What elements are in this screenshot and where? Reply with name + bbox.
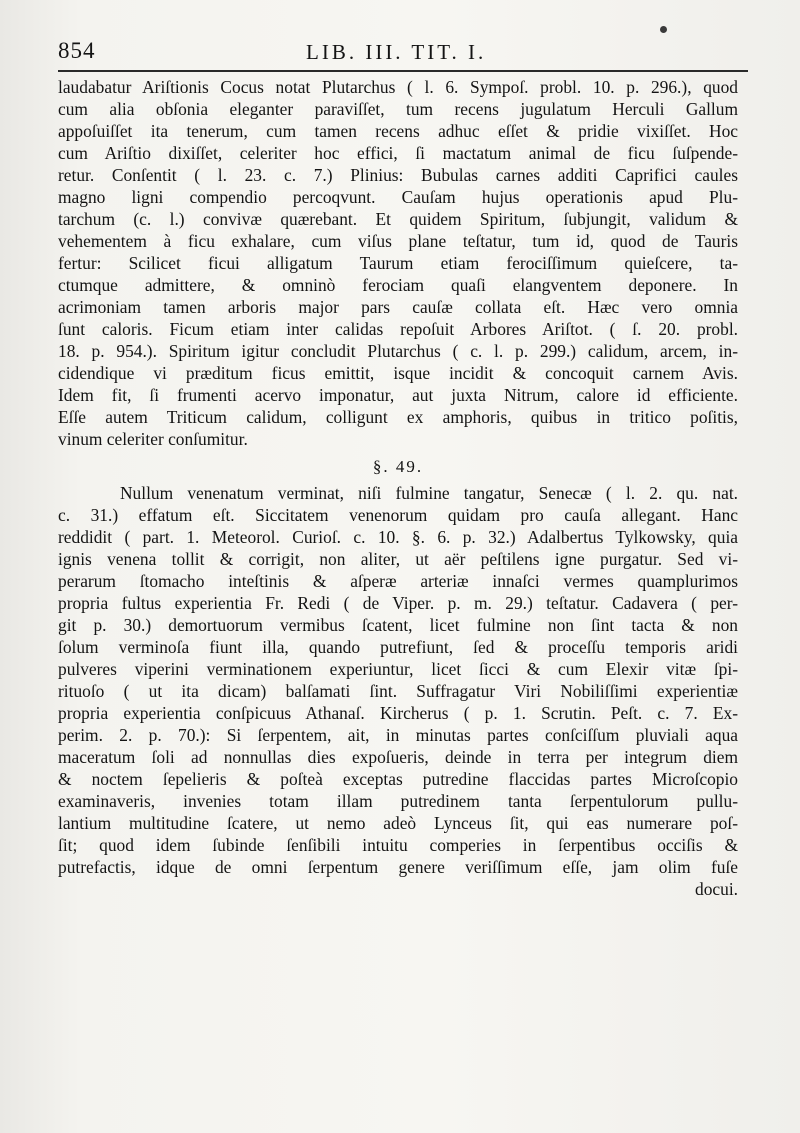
text-line: git p. 30.) demortuorum vermibus ſcatent, licet fulmine non ſint tacta & non [58, 615, 738, 635]
text-line: cidendique vi præditum ficus emittit, isque incidit & concoquit carnem Avis. [58, 363, 738, 383]
text-line: ctumque admittere, & omninò ferociam quaſi elangventem deponere. In [58, 275, 738, 295]
text-line: & noctem ſepelieris & poſteà exceptas putredine flaccidas partes Microſcopio [58, 769, 738, 789]
section-heading: §. 49. [372, 457, 424, 476]
text-line: reddidit ( part. 1. Meteorol. Curioſ. c. 10. §. 6. p. 32.) Adalbertus Tylkowsky, quia [58, 527, 738, 547]
text-line: laudabatur Ariſtionis Cocus notat Plutarchus ( l. 6. Sympoſ. probl. 10. p. 296.), quod [58, 77, 738, 97]
text-line: 18. p. 954.). Spiritum igitur concludit Plutarchus ( c. l. p. 299.) calidum, arcem, in- [58, 341, 738, 361]
text-line: ignis venena tollit & corrigit, non aliter, ut aër peſtilens igne purgatur. Sed vi- [58, 549, 738, 569]
text-line: Eſſe autem Triticum calidum, colligunt ex amphoris, quibus in tritico poſitis, [58, 407, 738, 427]
text-line: putrefactis, idque de omni ſerpentum genere veriſſimum eſſe, jam olim fuſe [58, 857, 738, 877]
catchword: docui. [695, 879, 738, 899]
page-header [58, 34, 748, 68]
text-line: perarum ſtomacho inteſtinis & aſperæ arteriæ innaſci vermes quamplurimos [58, 571, 738, 591]
text-line: lantium multitudine ſcatere, ut nemo adeò Lynceus ſit, qui eas numerare poſ- [58, 813, 738, 833]
text-line: tarchum (c. l.) convivæ quærebant. Et quidem Spiritum, ſubjungit, validum & [58, 209, 738, 229]
text-line: ſit; quod idem ſubinde ſenſibili intuitu comperies in ſerpentibus occiſis & [58, 835, 738, 855]
text-line: rituoſo ( ut ita dicam) balſamati ſint. Suffragatur Viri Nobiliſſimi experientiæ [58, 681, 738, 701]
text-line: ſunt caloris. Ficum etiam inter calidas repoſuit Arbores Ariſtot. ( ſ. 20. probl. [58, 319, 738, 339]
text-line: vehementem à ficu exhalare, cum viſus plane teſtatur, tum id, quod de Tauris [58, 231, 738, 251]
text-line: vinum celeriter conſumitur. [58, 429, 248, 449]
header-rule [58, 70, 748, 72]
running-head: LIB. III. TIT. I. [306, 40, 487, 64]
text-line: acrimoniam tamen arboris major pars cauſæ collata eſt. Hæc vero omnia [58, 297, 738, 317]
text-line: retur. Conſentit ( l. 23. c. 7.) Plinius: Bubulas carnes additi Caprifici caules [58, 165, 738, 185]
text-line: propria fultus experientia Fr. Redi ( de Viper. p. m. 29.) teſtatur. Cadavera ( per- [58, 593, 738, 613]
body-text [58, 76, 738, 900]
text-line: Nullum venenatum verminat, niſi fulmine tangatur, Senecæ ( l. 2. qu. nat. [120, 483, 738, 503]
text-line: propria experientia conſpicuus Athanaſ. Kircherus ( p. 1. Scrutin. Peſt. c. 7. Ex- [58, 703, 738, 723]
text-line: Idem fit, ſi frumenti acervo imponatur, aut juxta Nitrum, calore id efficiente. [58, 385, 738, 405]
text-line: c. 31.) effatum eſt. Siccitatem venenorum quidam pro cauſa allegant. Hanc [58, 505, 738, 525]
paragraph-2 [58, 482, 738, 878]
ink-spot [660, 26, 667, 33]
text-line: examinaveris, invenies totam illam putredinem tanta ſerpentulorum pullu- [58, 791, 738, 811]
text-line: cum Ariſtio dixiſſet, celeriter hoc effici, ſi mactatum animal de ficu ſuſpende- [58, 143, 738, 163]
page-number: 854 [58, 38, 96, 63]
text-line: pulveres viperini verminationem experiuntur, licet ſicci & cum Elexir vitæ ſpi- [58, 659, 738, 679]
text-line: cum alia obſonia eleganter paraviſſet, tum recens jugulatum Herculi Gallum [58, 99, 738, 119]
text-line: ſolum verminoſa fiunt illa, quando putrefiunt, ſed & proceſſu temporis aridi [58, 637, 738, 657]
text-line: magno ligni compendio percoqvunt. Cauſam hujus operationis apud Plu- [58, 187, 738, 207]
text-line: maceratum ſoli ad nonnullas dies expoſueris, deinde in terra per integrum diem [58, 747, 738, 767]
text-line: appoſuiſſet ita tenerum, cum tamen recens adhuc eſſet & pridie vixiſſet. Hoc [58, 121, 738, 141]
text-line: perim. 2. p. 70.): Si ſerpentem, ait, in minutas partes conſciſſum pluviali aqua [58, 725, 738, 745]
text-line: fertur: Scilicet ficui alligatum Taurum etiam ferociſſimum quieſcere, ta- [58, 253, 738, 273]
paragraph-1 [58, 76, 738, 450]
